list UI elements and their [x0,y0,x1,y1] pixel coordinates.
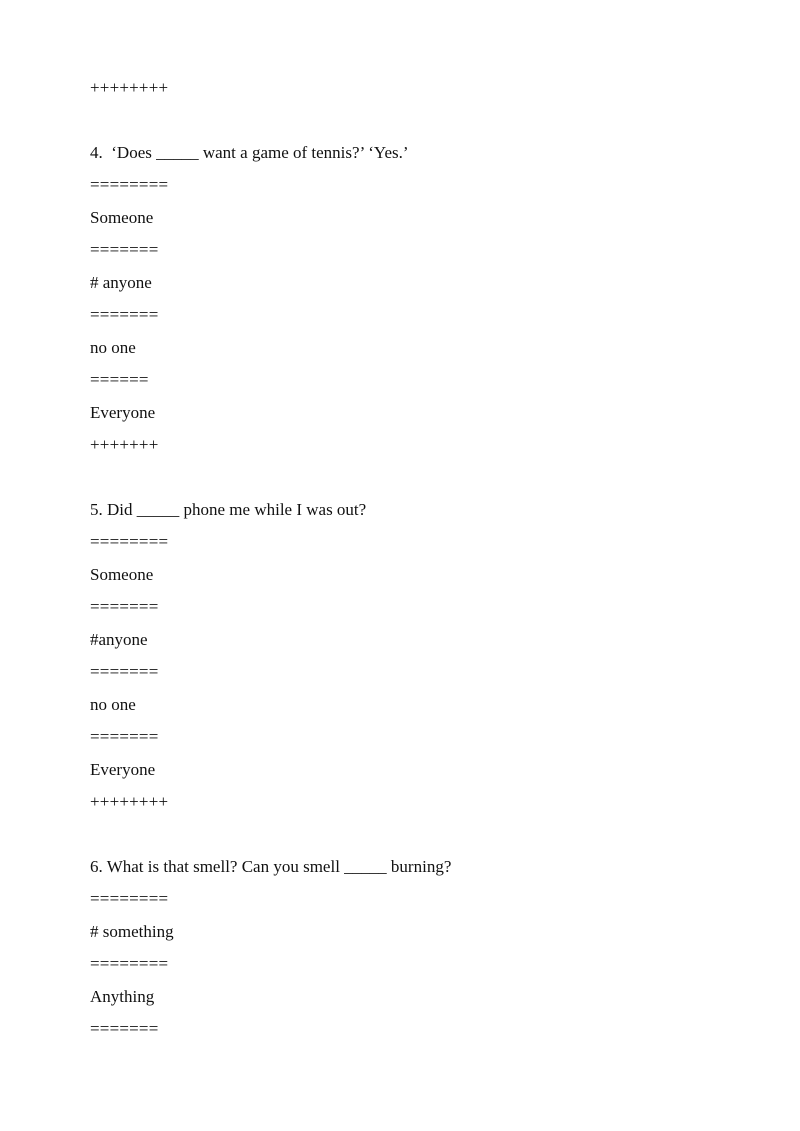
answer-option: Someone [90,565,154,584]
separator: ======= [90,1019,159,1038]
separator: ======= [90,727,159,746]
separator: ======= [90,305,159,324]
separator: ====== [90,370,149,389]
question-4: 4. ‘Does _____ want a game of tennis?’ ‘Yes.’ [90,143,409,162]
question-5: 5. Did _____ phone me while I was out? [90,500,367,519]
answer-option: Anything [90,987,155,1006]
separator: ======== [90,889,169,908]
answer-option-correct: # something [90,922,174,941]
separator: ======= [90,662,159,681]
answer-option: Everyone [90,403,156,422]
separator: ======== [90,175,169,194]
block-end-marker: +++++++ [90,435,159,454]
separator: ======= [90,597,159,616]
answer-option: no one [90,695,136,714]
block-end-marker: ++++++++ [90,792,169,811]
separator: ======== [90,954,169,973]
answer-option: Everyone [90,760,156,779]
separator: ======= [90,240,159,259]
question-6: 6. What is that smell? Can you smell _____ burning? [90,857,452,876]
separator: ======== [90,532,169,551]
answer-option: no one [90,338,136,357]
answer-option-correct: #anyone [90,630,148,649]
block-end-marker: ++++++++ [90,78,169,97]
answer-option: Someone [90,208,154,227]
answer-option-correct: # anyone [90,273,152,292]
